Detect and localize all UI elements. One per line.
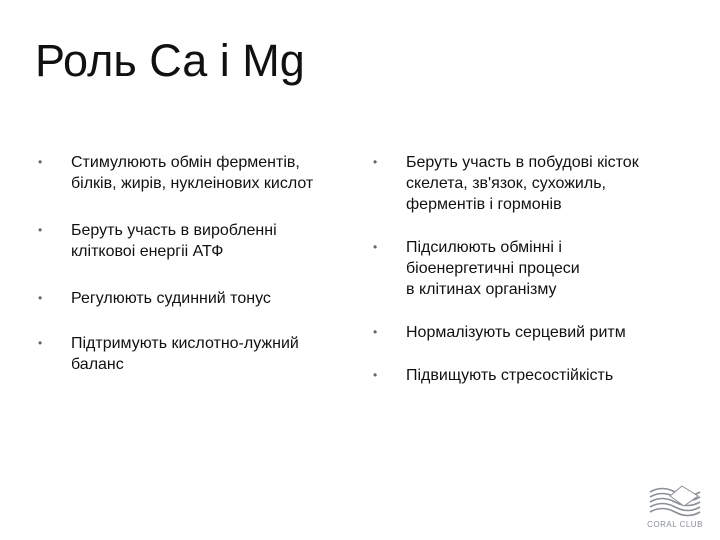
bullet-icon: •	[373, 325, 378, 339]
right-column	[373, 152, 693, 384]
left-column	[38, 152, 338, 373]
list-item-text: Беруть участь в побудові кісток скелета, зв'язок, сухожиль, ферментів і гормонів	[406, 154, 639, 213]
coral-club-logo-icon	[640, 482, 710, 518]
bullet-icon: •	[38, 155, 43, 169]
list-item	[373, 237, 693, 300]
logo-text: CORAL CLUB	[647, 520, 703, 529]
list-item	[373, 322, 693, 343]
list-item-text: Нормалізують серцевий ритм	[406, 324, 626, 341]
bullet-icon: •	[38, 291, 43, 305]
slide-title: Роль Са і Mg	[35, 35, 305, 86]
list-item	[38, 152, 338, 194]
list-item	[38, 220, 338, 262]
bullet-icon: •	[373, 240, 378, 254]
bullet-icon: •	[38, 223, 43, 237]
list-item	[373, 152, 693, 215]
bullet-icon: •	[373, 368, 378, 382]
list-item-text: Підтримують кислотно-лужний баланс	[71, 335, 299, 373]
list-item	[373, 365, 693, 386]
list-item	[38, 333, 338, 375]
list-item-text: Регулюють судинний тонус	[71, 290, 271, 307]
list-item	[38, 288, 338, 309]
bullet-icon: •	[373, 155, 378, 169]
bullet-icon: •	[38, 336, 43, 350]
list-item-text: Підсилюють обмінні і біоенергетичні процеси в клітинах організму	[406, 239, 580, 298]
coral-club-logo	[640, 482, 710, 532]
list-item-text: Стимулюють обмін ферментів, білків, жирів, нуклеінових кислот	[71, 154, 314, 192]
list-item-text: Підвищують стресостійкість	[406, 367, 614, 384]
list-item-text: Беруть участь в виробленні клітковоі енергіі АТФ	[71, 222, 277, 260]
